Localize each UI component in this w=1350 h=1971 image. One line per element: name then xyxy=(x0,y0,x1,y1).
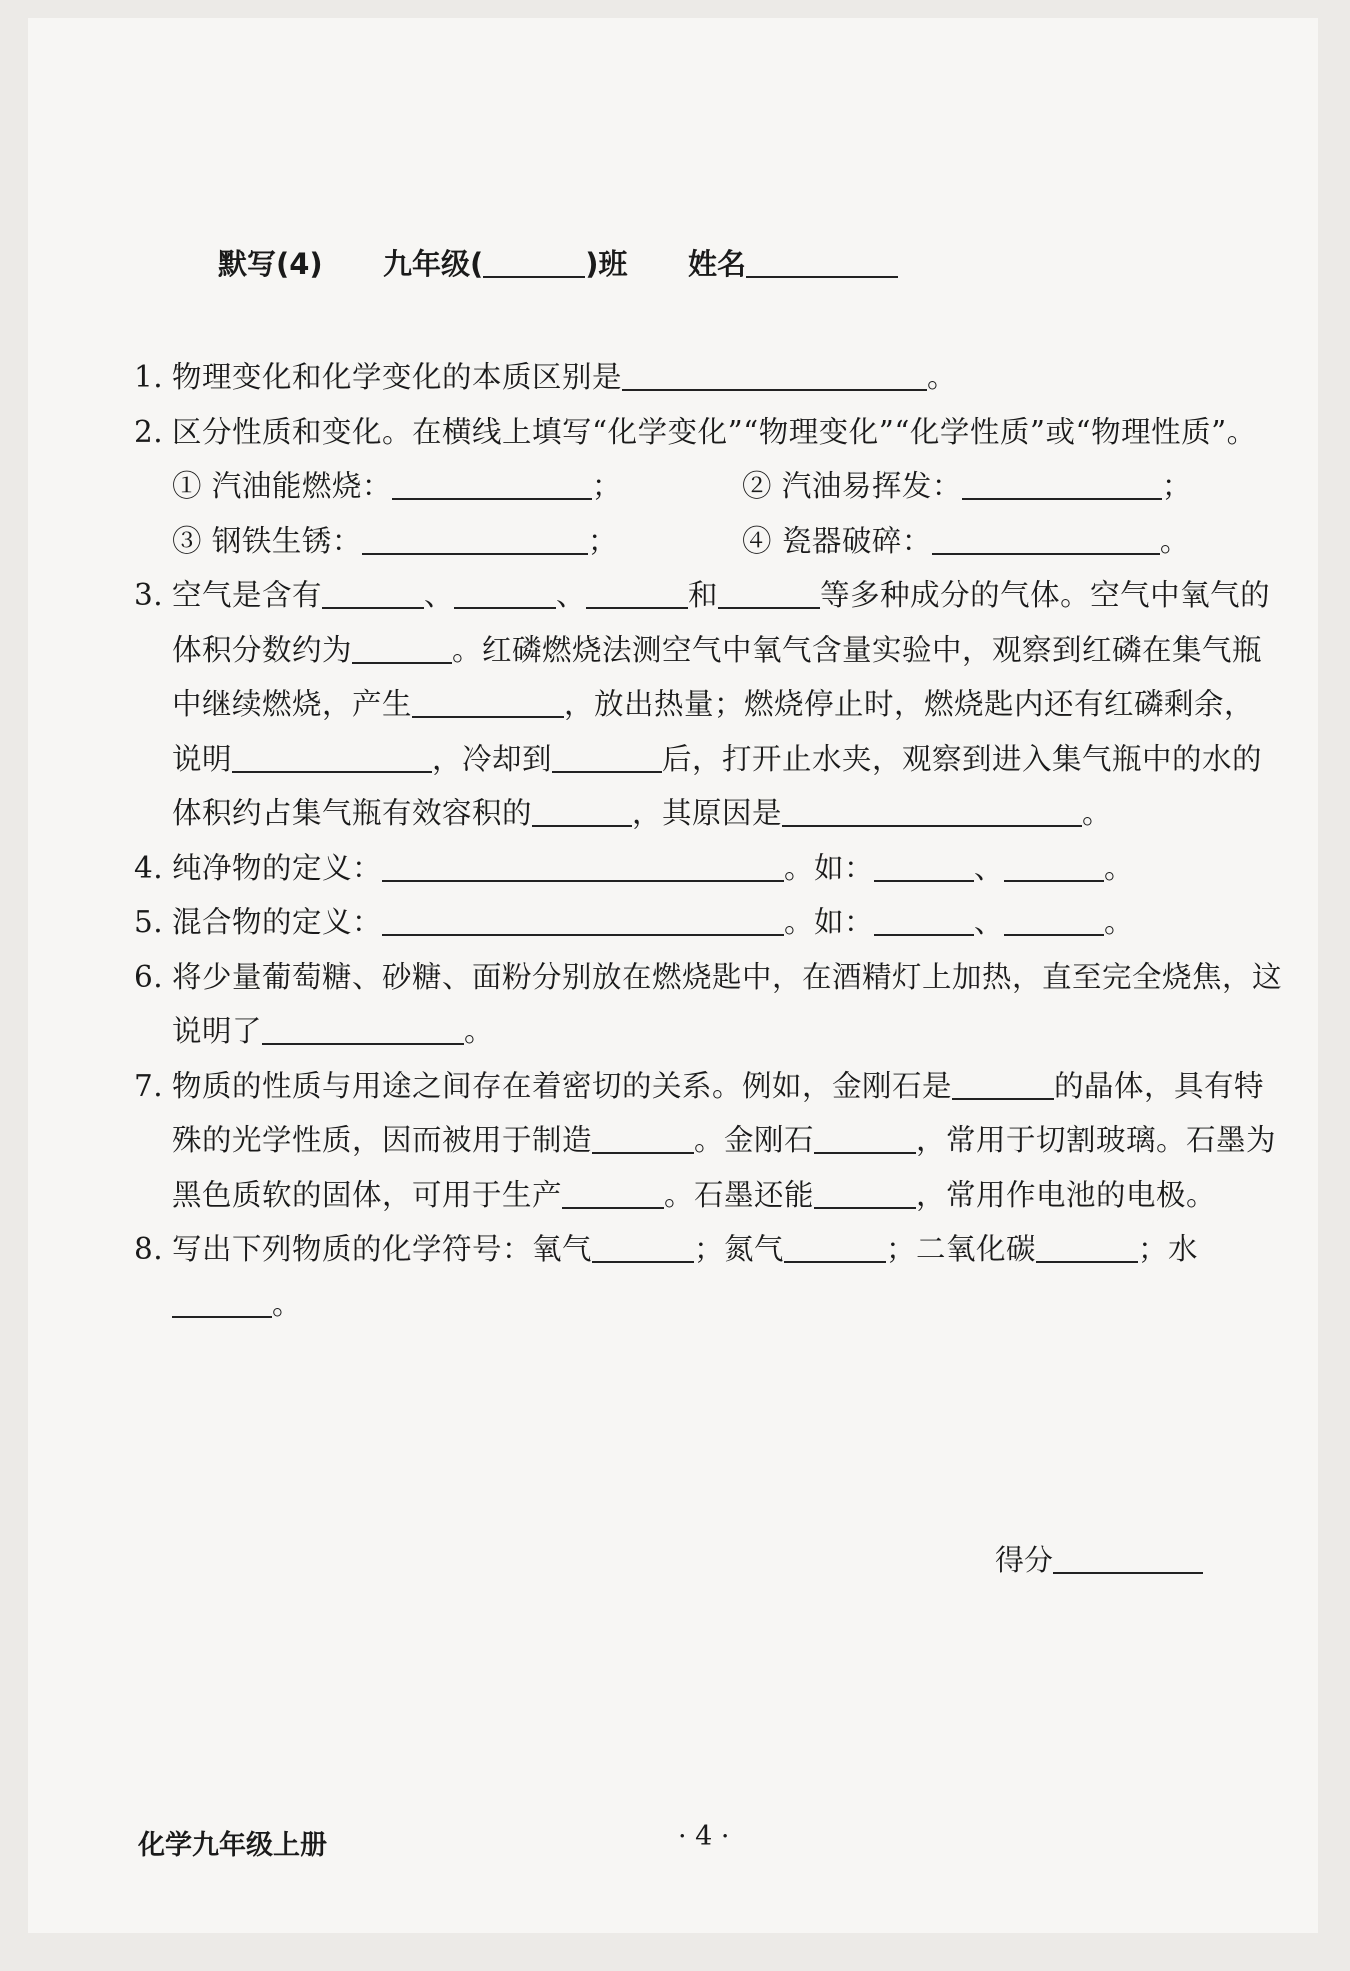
answer-blank[interactable] xyxy=(952,1068,1054,1100)
answer-blank[interactable] xyxy=(352,632,452,664)
answer-blank[interactable] xyxy=(232,741,432,773)
sub-question: ② 汽油易挥发： xyxy=(742,469,962,503)
question-2 xyxy=(134,405,1282,569)
punctuation: 。 xyxy=(1104,905,1135,939)
question-text: 。金刚石 xyxy=(694,1123,815,1157)
question-text: ；氮气 xyxy=(694,1232,785,1266)
question-text: 写出下列物质的化学符号：氧气 xyxy=(172,1232,593,1266)
question-text: ，放出热量；燃烧停止时，燃烧匙内还有红磷剩余，说明 xyxy=(172,687,1255,776)
question-text: 混合物的定义： xyxy=(172,905,383,939)
answer-blank[interactable] xyxy=(1004,850,1104,882)
question-8 xyxy=(134,1222,1282,1331)
punctuation: 、 xyxy=(974,850,1005,885)
worksheet-page xyxy=(28,18,1318,1933)
answer-blank[interactable] xyxy=(718,577,820,609)
sub-question-row xyxy=(172,459,1282,514)
answer-blank[interactable] xyxy=(382,850,784,882)
answer-blank[interactable] xyxy=(1036,1231,1138,1263)
score-field xyxy=(995,1538,1203,1579)
class-label: )班 xyxy=(585,247,628,281)
answer-blank[interactable] xyxy=(454,577,556,609)
question-text: 纯净物的定义： xyxy=(172,850,383,885)
answer-blank[interactable] xyxy=(962,468,1162,500)
answer-blank[interactable] xyxy=(1004,904,1104,936)
question-number: 4. xyxy=(134,850,164,885)
question-text: 。红磷燃烧法测空气中氧气含量实验中，观察到红磷在集气瓶中继续燃烧，产生 xyxy=(172,632,1263,721)
sub-question: ④ 瓷器破碎： xyxy=(742,523,932,558)
question-text: 物理变化和化学变化的本质区别是 xyxy=(172,360,623,394)
question-text: ；二氧化碳 xyxy=(886,1232,1037,1266)
punctuation: 。 xyxy=(464,1014,495,1048)
question-7 xyxy=(134,1059,1282,1223)
answer-blank[interactable] xyxy=(532,795,632,827)
answer-blank[interactable] xyxy=(552,741,662,773)
question-text: 空气是含有 xyxy=(172,578,323,612)
question-text: ；水 xyxy=(1138,1232,1199,1266)
answer-blank[interactable] xyxy=(592,1231,694,1263)
answer-blank[interactable] xyxy=(782,795,1082,827)
answer-blank[interactable] xyxy=(172,1286,272,1318)
question-text: 的晶体，具有特殊的光学性质，因而被用于制造 xyxy=(172,1068,1265,1157)
name-blank[interactable] xyxy=(746,246,898,278)
question-text: 等多种成分的气体。空气中氧气的体积分数约为 xyxy=(172,578,1271,667)
answer-blank[interactable] xyxy=(362,523,588,555)
question-text: 后，打开止水夹，观察到进入集气瓶中的水的体积约占集气瓶有效容积的 xyxy=(172,741,1263,830)
question-list xyxy=(134,350,1282,1331)
question-number: 5. xyxy=(134,905,164,939)
question-number: 6. xyxy=(134,959,164,994)
sub-question: ③ 钢铁生锈： xyxy=(172,523,362,558)
page-number: · 4 · xyxy=(678,1821,730,1852)
question-text: 将少量葡萄糖、砂糖、面粉分别放在燃烧匙中，在酒精灯上加热，直至完全烧焦，这说明了 xyxy=(172,959,1283,1048)
answer-blank[interactable] xyxy=(412,686,564,718)
answer-blank[interactable] xyxy=(262,1013,464,1045)
question-text: 和 xyxy=(688,578,719,612)
answer-blank[interactable] xyxy=(592,1122,694,1154)
question-1 xyxy=(134,350,1282,405)
answer-blank[interactable] xyxy=(322,577,424,609)
student-name-field xyxy=(688,242,898,283)
answer-blank[interactable] xyxy=(874,904,974,936)
answer-blank[interactable] xyxy=(932,523,1160,555)
punctuation: 。 xyxy=(1104,850,1135,885)
worksheet-title: 默写(4) xyxy=(218,247,323,281)
question-6 xyxy=(134,950,1282,1059)
punctuation: 、 xyxy=(424,578,455,612)
grade-class-field xyxy=(383,242,628,283)
question-text: ，冷却到 xyxy=(432,741,553,776)
answer-blank[interactable] xyxy=(874,850,974,882)
answer-blank[interactable] xyxy=(814,1177,916,1209)
question-text: 。如： xyxy=(784,905,875,939)
punctuation: 、 xyxy=(556,578,587,612)
question-text: ，其原因是 xyxy=(632,796,783,830)
punctuation: ； xyxy=(591,469,622,503)
answer-blank[interactable] xyxy=(814,1122,916,1154)
punctuation: 。 xyxy=(1159,523,1190,558)
punctuation: 。 xyxy=(272,1286,303,1321)
question-text: 物质的性质与用途之间存在着密切的关系。例如，金刚石是 xyxy=(172,1068,953,1103)
answer-blank[interactable] xyxy=(784,1231,886,1263)
score-label: 得分 xyxy=(995,1543,1054,1577)
question-number: 1. xyxy=(134,360,164,394)
answer-blank[interactable] xyxy=(562,1177,664,1209)
question-text: ，常用作电池的电极。 xyxy=(916,1177,1217,1212)
punctuation: ； xyxy=(1161,469,1192,503)
punctuation: 。 xyxy=(927,360,958,394)
answer-blank[interactable] xyxy=(392,468,592,500)
question-5 xyxy=(134,895,1282,950)
answer-blank[interactable] xyxy=(622,359,927,391)
punctuation: 、 xyxy=(974,905,1005,939)
question-text: ，常用于切割玻璃。石墨为黑色质软的固体，可用于生产 xyxy=(172,1123,1277,1212)
grade-label: 九年级( xyxy=(383,247,484,281)
question-number: 8. xyxy=(134,1232,164,1266)
question-number: 2. xyxy=(134,414,164,449)
punctuation: ； xyxy=(587,523,618,558)
question-text: 区分性质和变化。在横线上填写“化学变化”“物理变化”“化学性质”或“物理性质”。 xyxy=(172,414,1257,449)
sub-question: ① 汽油能燃烧： xyxy=(172,469,392,503)
question-text: 。如： xyxy=(784,850,875,885)
question-text: 。石墨还能 xyxy=(664,1177,815,1212)
answer-blank[interactable] xyxy=(382,904,784,936)
sub-question-row xyxy=(172,514,1282,569)
question-3 xyxy=(134,568,1282,841)
question-number: 7. xyxy=(134,1068,164,1103)
punctuation: 。 xyxy=(1082,796,1113,830)
score-blank[interactable] xyxy=(1053,1542,1203,1574)
question-4 xyxy=(134,841,1282,896)
name-label: 姓名 xyxy=(688,247,747,281)
book-title: 化学九年级上册 xyxy=(138,1830,327,1861)
answer-blank[interactable] xyxy=(586,577,688,609)
question-number: 3. xyxy=(134,578,164,612)
class-blank[interactable] xyxy=(483,246,585,278)
